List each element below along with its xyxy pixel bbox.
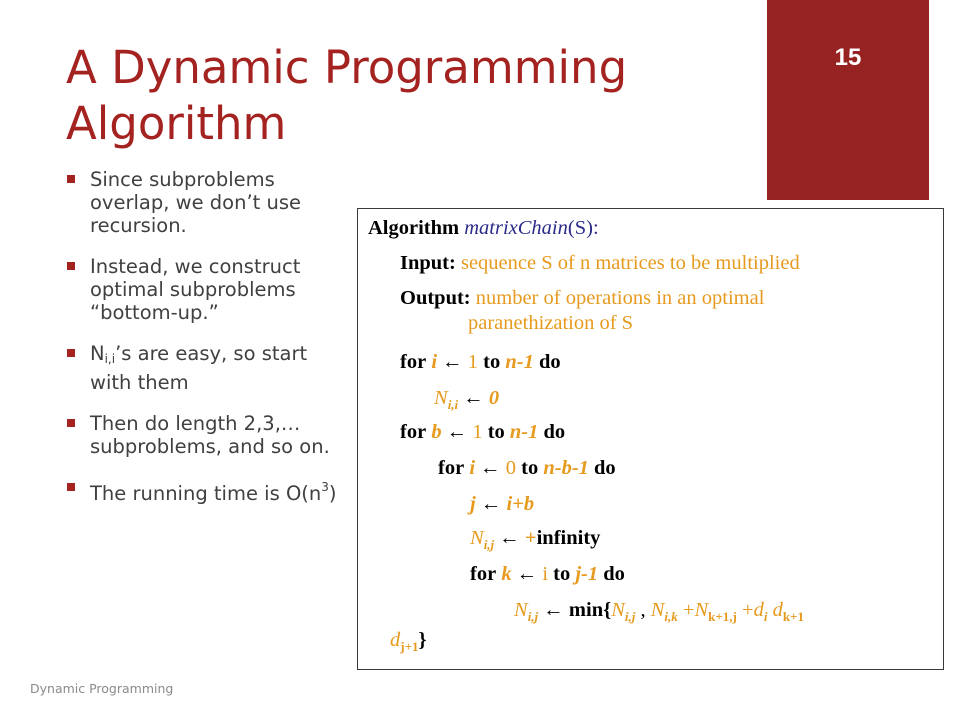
bullet-item <box>60 168 350 237</box>
bullet-marker-icon <box>67 349 75 357</box>
bullet-item <box>60 476 350 505</box>
bullet-marker-icon <box>67 262 75 270</box>
algorithm-output: Output: number of operations in an optimal <box>400 287 765 309</box>
bullet-list <box>60 168 350 523</box>
footer-label: Dynamic Programming <box>30 681 174 696</box>
bullet-marker-icon <box>67 175 75 183</box>
algorithm-assign-j: j ← i+b <box>470 493 535 515</box>
algorithm-loop-i-inner: for i ← 0 to n-b-1 do <box>438 457 616 479</box>
bullet-text: Instead, we construct optimal subproblems “bottom-up.” <box>90 255 301 324</box>
slide-number: 15 <box>834 44 862 71</box>
algorithm-loop-k: for k ← i to j-1 do <box>470 563 625 585</box>
algorithm-recurrence: $N_{i,j}$ ← $\min\{N_{i,j}$ , $N_{i,k} +N_{k+1,j} +d_i$ $d_{k+1}$ <box>514 599 804 624</box>
algorithm-recurrence-continued: $d_{j+1}$} <box>390 629 427 654</box>
algorithm-output-continued: paranethization of S <box>468 312 634 334</box>
bullet-marker-icon <box>67 483 75 491</box>
algorithm-loop-i: for i ← 1 to n-1 do <box>400 351 561 373</box>
bullet-text: The running time is $O(n^3)$ <box>90 480 337 505</box>
bullet-item <box>60 412 350 458</box>
slide-title: A Dynamic Programming Algorithm <box>66 41 628 150</box>
algorithm-assign-infinity: $N_{i,j}$ ← +infinity <box>470 527 601 552</box>
algorithm-box <box>357 208 944 670</box>
algorithm-init: $N_{i,i}$ ← 0 <box>434 387 500 412</box>
algorithm-input: Input: sequence S of n matrices to be multiplied <box>400 252 800 274</box>
bullet-item <box>60 342 350 394</box>
accent-block <box>767 0 929 200</box>
bullet-marker-icon <box>67 419 75 427</box>
bullet-item <box>60 255 350 324</box>
algorithm-loop-b: for b ← 1 to n-1 do <box>400 421 566 443</box>
algorithm-header: Algorithm matrixChain(S): <box>368 217 599 239</box>
bullet-text: Since subproblems overlap, we don’t use recursion. <box>90 168 301 237</box>
bullet-text: $N_{i,i}’s$ are easy, so start with them <box>90 342 308 394</box>
bullet-text: Then do length 2,3,… subproblems, and so on. <box>90 412 330 458</box>
